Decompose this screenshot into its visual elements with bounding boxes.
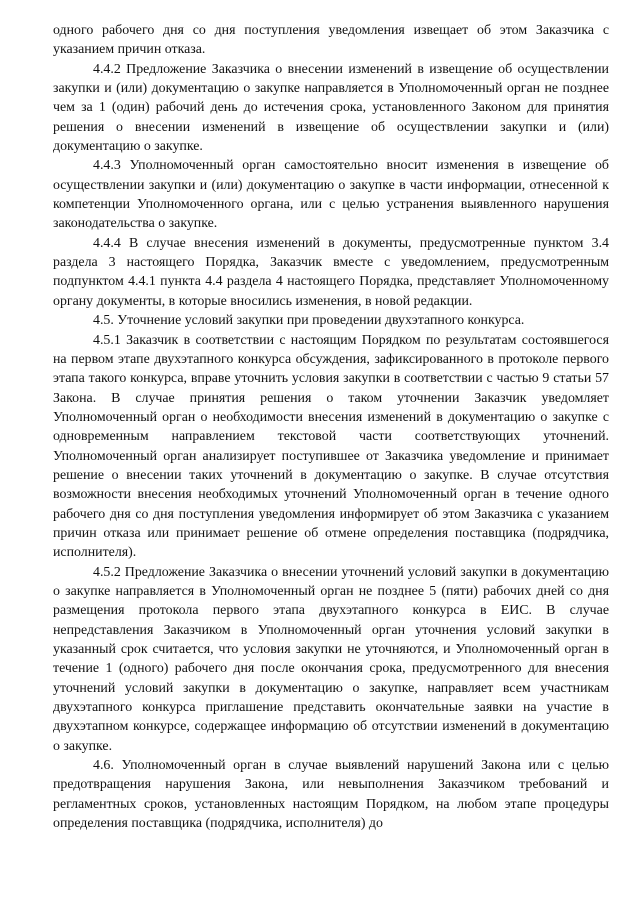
paragraph-4-5-2: 4.5.2 Предложение Заказчика о внесении уточнений условий закупки в документацию о закупке направляется в Уполномоченный орган не позднее 5 (пяти) рабочих дней со дня размещения протокола первого этапа двухэтапного конкурса в ЕИС. В случае непредставления Заказчиком в Уполномоченный орган уточнения условий закупки в указанный срок считается, что условия закупки не уточняются, и Уполномоченный орган в течение 1 (одного) рабочего дня после окончания срока, предусмотренного для внесения уточнений условий закупки в документацию о закупке, направляет всем участникам двухэтапного конкурса приглашение представить окончательные заявки на участие в двухэтапном конкурсе, содержащее информацию об отсутствии изменений в документацию о закупке. [53, 564, 609, 754]
paragraph-4-6: 4.6. Уполномоченный орган в случае выявлений нарушений Закона или с целью предотвращения нарушения Закона, или невыполнения Заказчиком требований и регламентных сроков, установленных настоящим Порядком, на любом этапе процедуры определения поставщика (подрядчика, исполнителя) до [53, 758, 609, 832]
paragraph-4-5-heading: 4.5. Уточнение условий закупки при проведении двухэтапного конкурса. [93, 313, 525, 329]
paragraph-4-5-1: 4.5.1 Заказчик в соответствии с настоящим Порядком по результатам состоявшегося на первом этапе двухэтапного конкурса обсуждения, зафиксированного в протоколе первого этапа такого конкурса, вправе уточнить условия закупки в соответствии с частью 9 статьи 57 Закона. В случае принятия решения о таком уточнении Заказчик уведомляет Уполномоченный орган о необходимости внесения изменений в документацию о закупке с одновременным направлением текстовой части соответствующих уточнений. Уполномоченный орган анализирует поступившее от Заказчика уведомление и принимает решение о внесении таких уточнений в документацию о закупке. В случае отсутствия возможности внесения необходимых уточнений Уполномоченный орган в течение одного рабочего дня со дня поступления уведомления информирует об этом Заказчика с указанием причин отказа или принимает решение об отмене определения поставщика (подрядчика, исполнителя). [53, 332, 609, 561]
paragraph-4-4-2: 4.4.2 Предложение Заказчика о внесении изменений в извещение об осуществлении закупки и (или) документацию о закупке направляется в Уполномоченный орган не позднее чем за 1 (один) рабочий день до истечения срока, установленного Законом для принятия решения о внесении изменений в извещение об осуществлении закупки и (или) документацию о закупке. [53, 61, 609, 155]
paragraph-continuation: одного рабочего дня со дня поступления уведомления извещает об этом Заказчика с указанием причин отказа. [53, 23, 609, 58]
paragraph-4-4-3: 4.4.3 Уполномоченный орган самостоятельно вносит изменения в извещение об осуществлении закупки и (или) документацию о закупке в части информации, отнесенной к компетенции Уполномоченного органа, или с целью устранения выявленного нарушения законодательства о закупке. [53, 158, 609, 232]
paragraph-4-4-4: 4.4.4 В случае внесения изменений в документы, предусмотренные пунктом 3.4 раздела 3 настоящего Порядка, Заказчик вместе с уведомлением, предусмотренным подпунктом 4.4.1 пункта 4.4 раздела 4 настоящего Порядка, представляет Уполномоченному органу документы, в которые вносились изменения, в новой редакции. [53, 235, 609, 309]
document-page [53, 21, 609, 833]
